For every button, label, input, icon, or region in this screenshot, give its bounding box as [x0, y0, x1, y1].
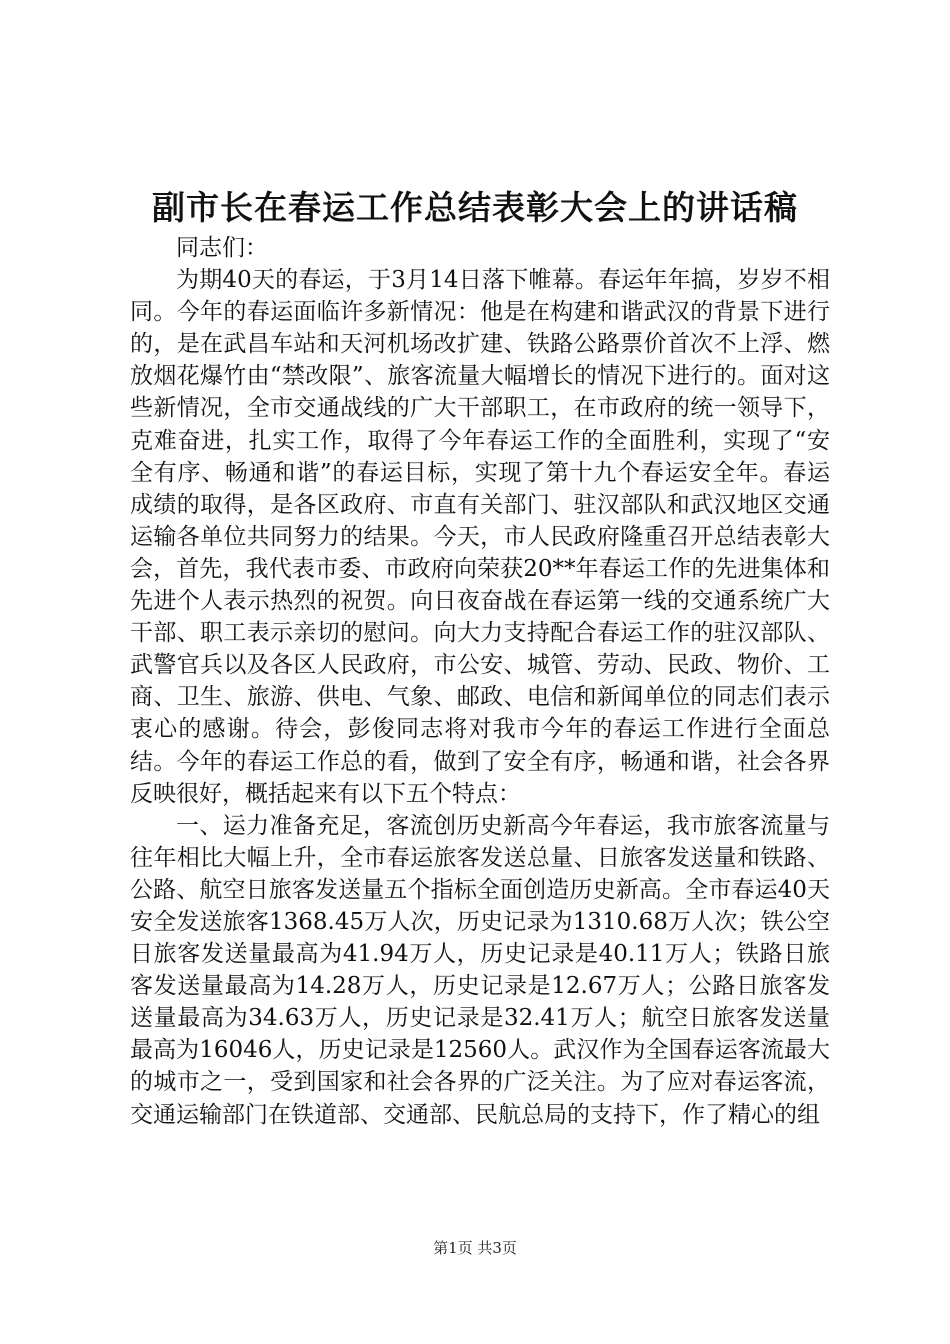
document-title: 副市长在春运工作总结表彰大会上的讲话稿: [152, 188, 798, 227]
document-body: [130, 232, 830, 1131]
page-footer: 第1页 共3页: [433, 1239, 517, 1257]
body-paragraph: 为期40天的春运，于3月14日落下帷幕。春运年年搞，岁岁不相同。今年的春运面临许多新情况：他是在构建和谐武汉的背景下进行的，是在武昌车站和天河机场改扩建、铁路公路票价首次不上浮、燃放烟花爆竹由“禁改限”、旅客流量大幅增长的情况下进行的。面对这些新情况，全市交通战线的广大干部职工，在市政府的统一领导下，克难奋进，扎实工作，取得了今年春运工作的全面胜利，实现了“安全有序、畅通和谐”的春运目标，实现了第十九个春运安全年。春运成绩的取得，是各区政府、市直有关部门、驻汉部队和武汉地区交通运输各单位共同努力的结果。今天，市人民政府隆重召开总结表彰大会，首先，我代表市委、市政府向荣获20**年春运工作的先进集体和先进个人表示热烈的祝贺。向日夜奋战在春运第一线的交通系统广大干部、职工表示亲切的慰问。向大力支持配合春运工作的驻汉部队、武警官兵以及各区人民政府，市公安、城管、劳动、民政、物价、工商、卫生、旅游、供电、气象、邮政、电信和新闻单位的同志们表示衷心的感谢。待会，彭俊同志将对我市今年的春运工作进行全面总结。今年的春运工作总的看，做到了安全有序，畅通和谐，社会各界反映很好，概括起来有以下五个特点：: [130, 267, 830, 807]
salutation-paragraph: 同志们：: [176, 235, 268, 261]
body-paragraph: 一、运力准备充足，客流创历史新高今年春运，我市旅客流量与往年相比大幅上升，全市春运旅客发送总量、日旅客发送量和铁路、公路、航空日旅客发送量五个指标全面创造历史新高。全市春运40天安全发送旅客1368.45万人次，历史记录为1310.68万人次；铁公空日旅客发送量最高为41.94万人，历史记录是40.11万人；铁路日旅客发送量最高为14.28万人，历史记录是12.67万人；公路日旅客发送量最高为34.63万人，历史记录是32.41万人；航空日旅客发送量最高为16046人，历史记录是12560人。武汉作为全国春运客流最大的城市之一，受到国家和社会各界的广泛关注。为了应对春运客流，交通运输部门在铁道部、交通部、民航总局的支持下，作了精心的组: [130, 812, 830, 1128]
